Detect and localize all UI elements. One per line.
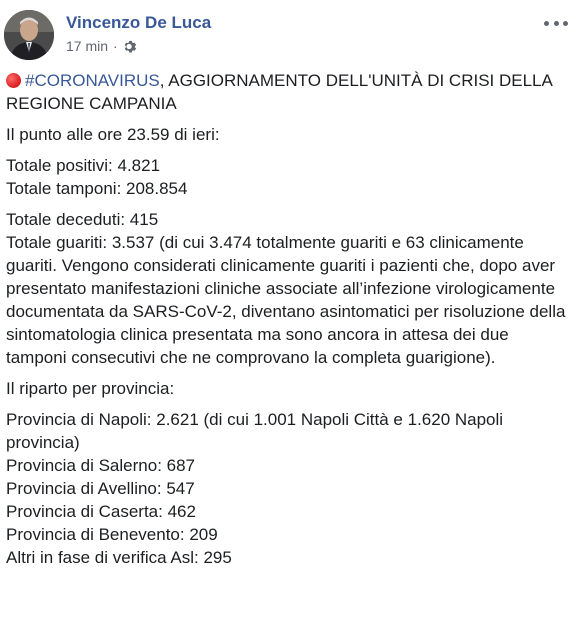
province-line: Provincia di Caserta: 462 bbox=[6, 502, 196, 521]
post-header bbox=[4, 10, 574, 62]
province-line: Provincia di Napoli: 2.621 (di cui 1.001 Napoli Città e 1.620 Napoli provincia) bbox=[6, 410, 504, 452]
province-line: Provincia di Avellino: 547 bbox=[6, 479, 195, 498]
post-author[interactable]: Vincenzo De Luca bbox=[66, 13, 212, 32]
red-circle-icon bbox=[6, 73, 21, 88]
stat-line: Totale tamponi: 208.854 bbox=[6, 179, 188, 198]
avatar[interactable] bbox=[4, 10, 54, 60]
hashtag-link[interactable]: #CORONAVIRUS bbox=[25, 71, 160, 90]
gear-icon[interactable] bbox=[123, 39, 138, 54]
stats-block-1 bbox=[6, 154, 566, 200]
province-line: Altri in fase di verifica Asl: 295 bbox=[6, 548, 232, 567]
post-body bbox=[6, 69, 566, 577]
stat-line: Totale guariti: 3.537 (di cui 3.474 totalmente guariti e 63 clinicamente guariti. Vengono considerati clinicamente guariti i pazienti che, dopo aver presentato manifestazioni cliniche associate all’infezione virologicamente documentata da SARS-CoV-2, diventano asintomatici per risoluzione della sintomatologia clinica presentata ma sono ancora in attesa dei due tamponi consecutivi che ne comprovano la completa guarigione). bbox=[6, 233, 566, 367]
stats-block-2 bbox=[6, 208, 566, 369]
provinces-block bbox=[6, 408, 566, 569]
intro-text: Il punto alle ore 23.59 di ieri: bbox=[6, 125, 220, 144]
post-headline bbox=[6, 69, 566, 115]
more-dot bbox=[544, 21, 549, 26]
stat-line: Totale positivi: 4.821 bbox=[6, 156, 161, 175]
post-timestamp[interactable]: 17 min bbox=[66, 38, 109, 54]
post-meta bbox=[66, 38, 138, 54]
province-line: Provincia di Salerno: 687 bbox=[6, 456, 196, 475]
meta-separator: · bbox=[113, 38, 118, 54]
stat-line: Totale deceduti: 415 bbox=[6, 210, 159, 229]
avatar-image bbox=[4, 10, 54, 60]
more-dot bbox=[563, 21, 568, 26]
province-line: Provincia di Benevento: 209 bbox=[6, 525, 218, 544]
more-dot bbox=[554, 21, 559, 26]
headline-text: , AGGIORNAMENTO DELL'UNITÀ DI CRISI DELLA REGIONE CAMPANIA bbox=[6, 71, 552, 113]
riparto-label: Il riparto per provincia: bbox=[6, 379, 175, 398]
more-options-icon[interactable] bbox=[544, 16, 568, 30]
